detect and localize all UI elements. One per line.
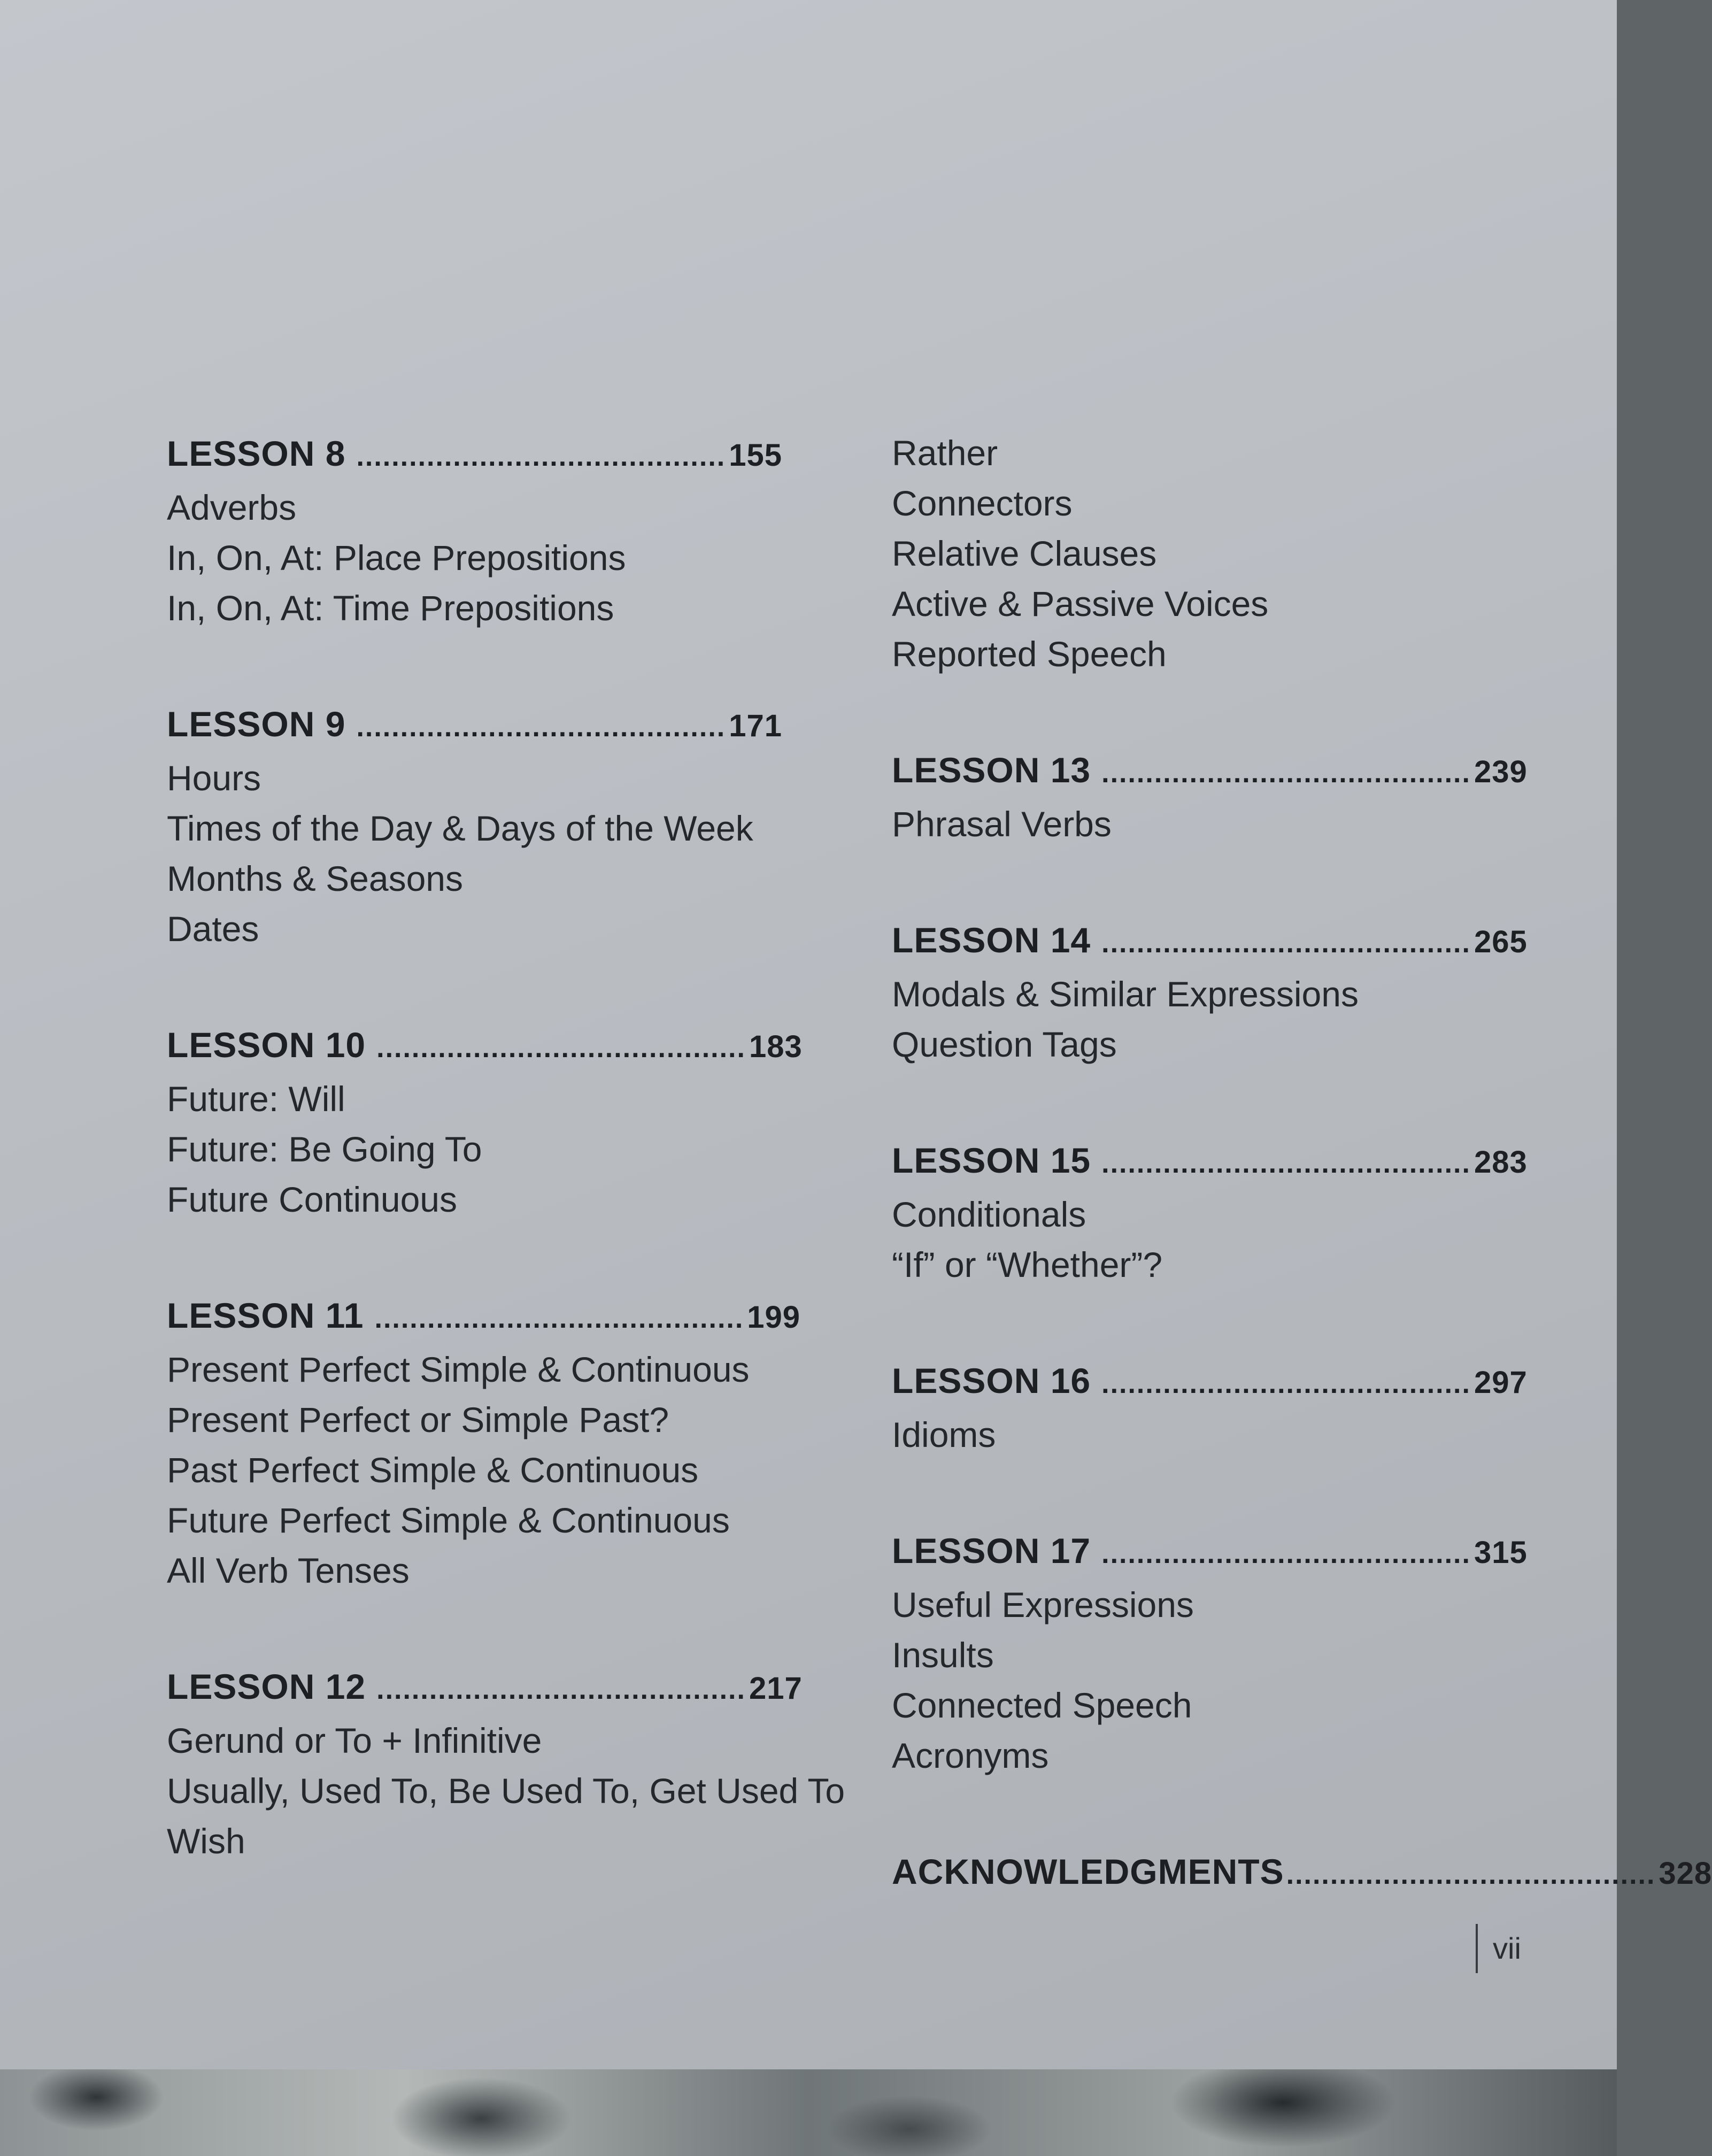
toc-topic: Usually, Used To, Be Used To, Get Used To: [167, 1771, 845, 1811]
lesson-title: LESSON 13: [892, 750, 1091, 790]
lesson-title: LESSON 8: [167, 434, 346, 473]
toc-heading: [167, 1019, 803, 1074]
toc-topic: Reported Speech: [892, 634, 1167, 674]
toc-topic: Adverbs: [167, 488, 297, 527]
toc-heading: [892, 1135, 1528, 1189]
toc-topic: Useful Expressions: [892, 1585, 1194, 1624]
lesson-title: LESSON 15: [892, 1141, 1091, 1180]
lesson-title: LESSON 12: [167, 1667, 366, 1706]
toc-topic: Past Perfect Simple & Continuous: [167, 1450, 699, 1490]
page-number: 328: [1659, 1856, 1712, 1891]
page-number: 217: [749, 1671, 803, 1706]
dot-leader: ..........................................: [356, 441, 726, 472]
folio-page-number: vii: [1476, 1924, 1521, 1973]
toc-topic: Wish: [167, 1821, 245, 1861]
page-number: 155: [729, 438, 783, 473]
toc-section-lesson-12: [167, 1661, 845, 1866]
toc-section-lesson-17: [892, 1525, 1528, 1781]
page-number: 297: [1474, 1365, 1528, 1400]
dot-leader: ..........................................: [1101, 1148, 1471, 1179]
toc-topic: Idioms: [892, 1415, 996, 1454]
toc-heading: [167, 698, 783, 753]
page-number: 199: [747, 1300, 801, 1335]
toc-topic: Present Perfect or Simple Past?: [167, 1400, 669, 1439]
lesson-title: LESSON 16: [892, 1361, 1091, 1400]
page-number: 183: [749, 1029, 803, 1064]
lesson-title: LESSON 10: [167, 1025, 366, 1065]
toc-topic: Connected Speech: [892, 1685, 1192, 1725]
toc-section-lesson-8: [167, 428, 783, 633]
toc-heading: [167, 1290, 801, 1344]
toc-topic: Connectors: [892, 483, 1073, 523]
toc-topic: Active & Passive Voices: [892, 584, 1269, 623]
toc-topic: Present Perfect Simple & Continuous: [167, 1350, 750, 1389]
lesson-title: LESSON 11: [167, 1296, 364, 1335]
page-number: 283: [1474, 1145, 1528, 1180]
dot-leader: ..........................................: [374, 1303, 744, 1334]
toc-topic: Gerund or To + Infinitive: [167, 1721, 542, 1760]
page-number: 265: [1474, 925, 1528, 959]
toc-section-lesson-10: [167, 1019, 803, 1225]
toc-topic: Future: Be Going To: [167, 1129, 482, 1169]
toc-continued-topics: [892, 428, 1501, 679]
toc-heading: [892, 1846, 1712, 1900]
toc-topic: Months & Seasons: [167, 859, 463, 898]
lesson-title: LESSON 14: [892, 920, 1091, 960]
toc-heading: [892, 1355, 1528, 1410]
toc-topic: Times of the Day & Days of the Week: [167, 808, 753, 848]
toc-topic: Insults: [892, 1635, 994, 1675]
lesson-title: LESSON 9: [167, 704, 346, 744]
toc-topic: Phrasal Verbs: [892, 804, 1112, 844]
toc-topic: Modals & Similar Expressions: [892, 974, 1359, 1014]
toc-topic: In, On, At: Place Prepositions: [167, 538, 626, 578]
dot-leader: ..........................................: [1101, 758, 1471, 789]
toc-section-lesson-11: [167, 1290, 801, 1596]
lesson-title: LESSON 17: [892, 1531, 1091, 1570]
acknowledgments-title: ACKNOWLEDGMENTS: [892, 1852, 1284, 1891]
toc-section-lesson-15: [892, 1135, 1528, 1290]
toc-section-lesson-16: [892, 1355, 1528, 1460]
toc-topic: Dates: [167, 909, 259, 949]
toc-section-lesson-9: [167, 698, 783, 954]
toc-topic: Hours: [167, 758, 261, 798]
toc-heading: [167, 428, 783, 482]
toc-section-lesson-13: [892, 744, 1528, 849]
dot-leader: ..........................................: [1101, 928, 1471, 959]
toc-topic: Rather: [892, 433, 998, 473]
toc-heading: [892, 744, 1528, 799]
toc-topic: Relative Clauses: [892, 534, 1157, 573]
toc-section-lesson-14: [892, 914, 1528, 1069]
page-number: 171: [729, 709, 783, 743]
page-number: 315: [1474, 1535, 1528, 1570]
dot-leader: ..........................................: [376, 1033, 746, 1064]
toc-heading: [892, 1525, 1528, 1580]
dot-leader: ..........................................: [356, 712, 726, 743]
toc-section-acknowledgments: [892, 1846, 1712, 1900]
toc-topic: Conditionals: [892, 1195, 1086, 1234]
page-number: 239: [1474, 754, 1528, 789]
dot-leader: ..........................................: [1286, 1859, 1656, 1890]
toc-topic: Future Continuous: [167, 1180, 457, 1219]
toc-heading: [167, 1661, 803, 1715]
dot-leader: ..........................................: [376, 1674, 746, 1705]
toc-topic: “If” or “Whether”?: [892, 1245, 1163, 1284]
toc-topic: Acronyms: [892, 1736, 1049, 1775]
toc-topic: Future Perfect Simple & Continuous: [167, 1500, 730, 1540]
toc-topic: In, On, At: Time Prepositions: [167, 588, 614, 628]
toc-topic: Question Tags: [892, 1025, 1117, 1064]
toc-topic: All Verb Tenses: [167, 1551, 410, 1590]
toc-topic: Future: Will: [167, 1079, 345, 1119]
toc-left-column: [167, 428, 845, 1931]
dot-leader: ..........................................: [1101, 1538, 1471, 1569]
toc-heading: [892, 914, 1528, 969]
dot-leader: ..........................................: [1101, 1368, 1471, 1399]
